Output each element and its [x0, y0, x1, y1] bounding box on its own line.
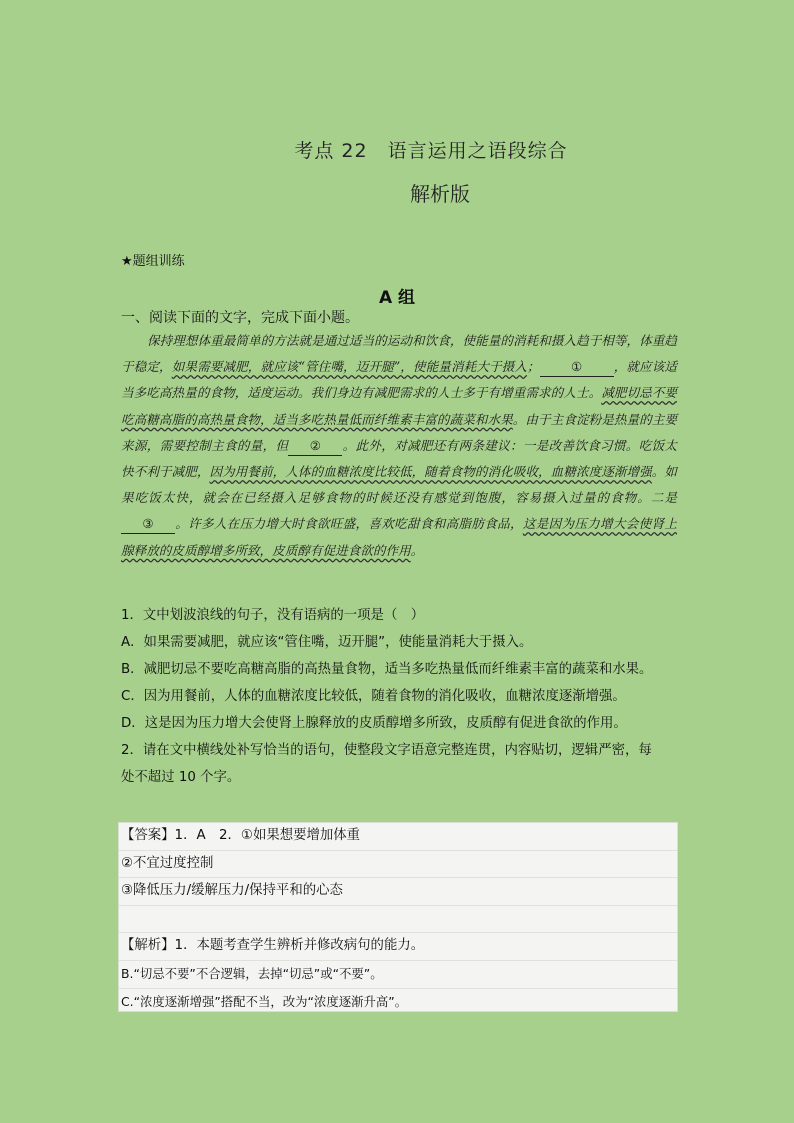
passage-text: ，就应该适当多吃高热量的食物，适度运动。我们身边有减肥需求的人士多于有增重需求的人士。: [121, 359, 678, 401]
passage-text: 。: [410, 542, 424, 558]
wavy-sentence-c: 因为用餐前，人体的血糖浓度比较低，随着食物的消化吸收，血糖浓度逐渐增强: [209, 464, 652, 480]
passage-text: ；: [527, 359, 540, 375]
reading-passage: [121, 328, 677, 564]
answer-row: 【答案】1．A 2．①如果想要增加体重: [119, 823, 677, 851]
wavy-sentence-d: 这是因为压力增大会使肾上腺释放的皮质醇增多所致，皮质醇有促进食欲的作用: [121, 516, 678, 558]
fill-blank-2: ②: [288, 437, 342, 456]
analysis-row: C.“浓度逐渐增强”搭配不当，改为“浓度逐渐升高”。: [121, 993, 408, 1009]
fill-blank-1: ①: [540, 358, 614, 377]
page-title: 考点 22 语言运用之语段综合: [294, 140, 568, 162]
answer-row: ③降低压力/缓解压力/保持平和的心态: [119, 878, 677, 906]
passage-text: 。此外，对减肥还有两条建议：一是改善饮食习惯。吃饭太快不利于减肥，: [121, 437, 678, 480]
wavy-sentence-b: 减肥切忌不要吃高糖高脂的高热量食物，适当多吃热量低而纤维素丰富的蔬菜和水果: [121, 385, 678, 427]
page-subtitle: 解析版: [410, 182, 470, 206]
question-1-stem: 1．文中划波浪线的句子，没有语病的一项是（ ）: [121, 608, 425, 623]
passage-text: 保持理想体重最简单的方法就是通过适当的运动和饮食，使能量的消耗和摄入趋于相等，体重趋于稳定，: [121, 333, 677, 375]
answer-row: ②不宜过度控制: [119, 851, 677, 879]
question-2-stem-line2: 处不超过 10 个字。: [121, 770, 241, 785]
question-2-stem-line1: 2．请在文中横线处补写恰当的语句，使整段文字语意完整连贯，内容贴切，逻辑严密，每: [121, 743, 652, 758]
passage-text: 。由于主食淀粉是热量的主要来源，需要控制主食的量，但: [121, 411, 678, 453]
group-title: A 组: [378, 288, 416, 308]
section-label: ★题组训练: [121, 254, 185, 269]
question-block: [121, 602, 681, 791]
passage-text: 。如果吃饭太快，就会在已经摄入足够食物的时候还没有感觉到饱腹，容易摄入过量的食物。二是: [121, 464, 678, 506]
instruction: 一、阅读下面的文字，完成下面小题。: [121, 310, 359, 326]
question-1-option-c: C．因为用餐前，人体的血糖浓度比较低，随着食物的消化吸收，血糖浓度逐渐增强。: [121, 689, 626, 704]
answer-row-empty: [119, 906, 677, 934]
wavy-sentence-a: 如果需要减肥，就应该“管住嘴，迈开腿”，使能量消耗大于摄入: [171, 359, 528, 375]
fill-blank-3: ③: [121, 515, 175, 534]
analysis-row: 【解析】1．本题考查学生辨析并修改病句的能力。: [119, 933, 677, 961]
answer-box: [118, 822, 678, 1012]
question-1-option-b: B．减肥切忌不要吃高糖高脂的高热量食物，适当多吃热量低而纤维素丰富的蔬菜和水果。: [121, 662, 653, 677]
analysis-row: B.“切忌不要”不合逻辑，去掉“切忌”或“不要”。: [119, 961, 677, 989]
question-1-option-d: D．这是因为压力增大会使肾上腺释放的皮质醇增多所致，皮质醇有促进食欲的作用。: [121, 716, 627, 731]
question-1-option-a: A．如果需要减肥，就应该“管住嘴，迈开腿”，使能量消耗大于摄入。: [121, 635, 533, 650]
passage-text: 。许多人在压力增大时食欲旺盛，喜欢吃甜食和高脂肪食品，: [175, 516, 523, 532]
